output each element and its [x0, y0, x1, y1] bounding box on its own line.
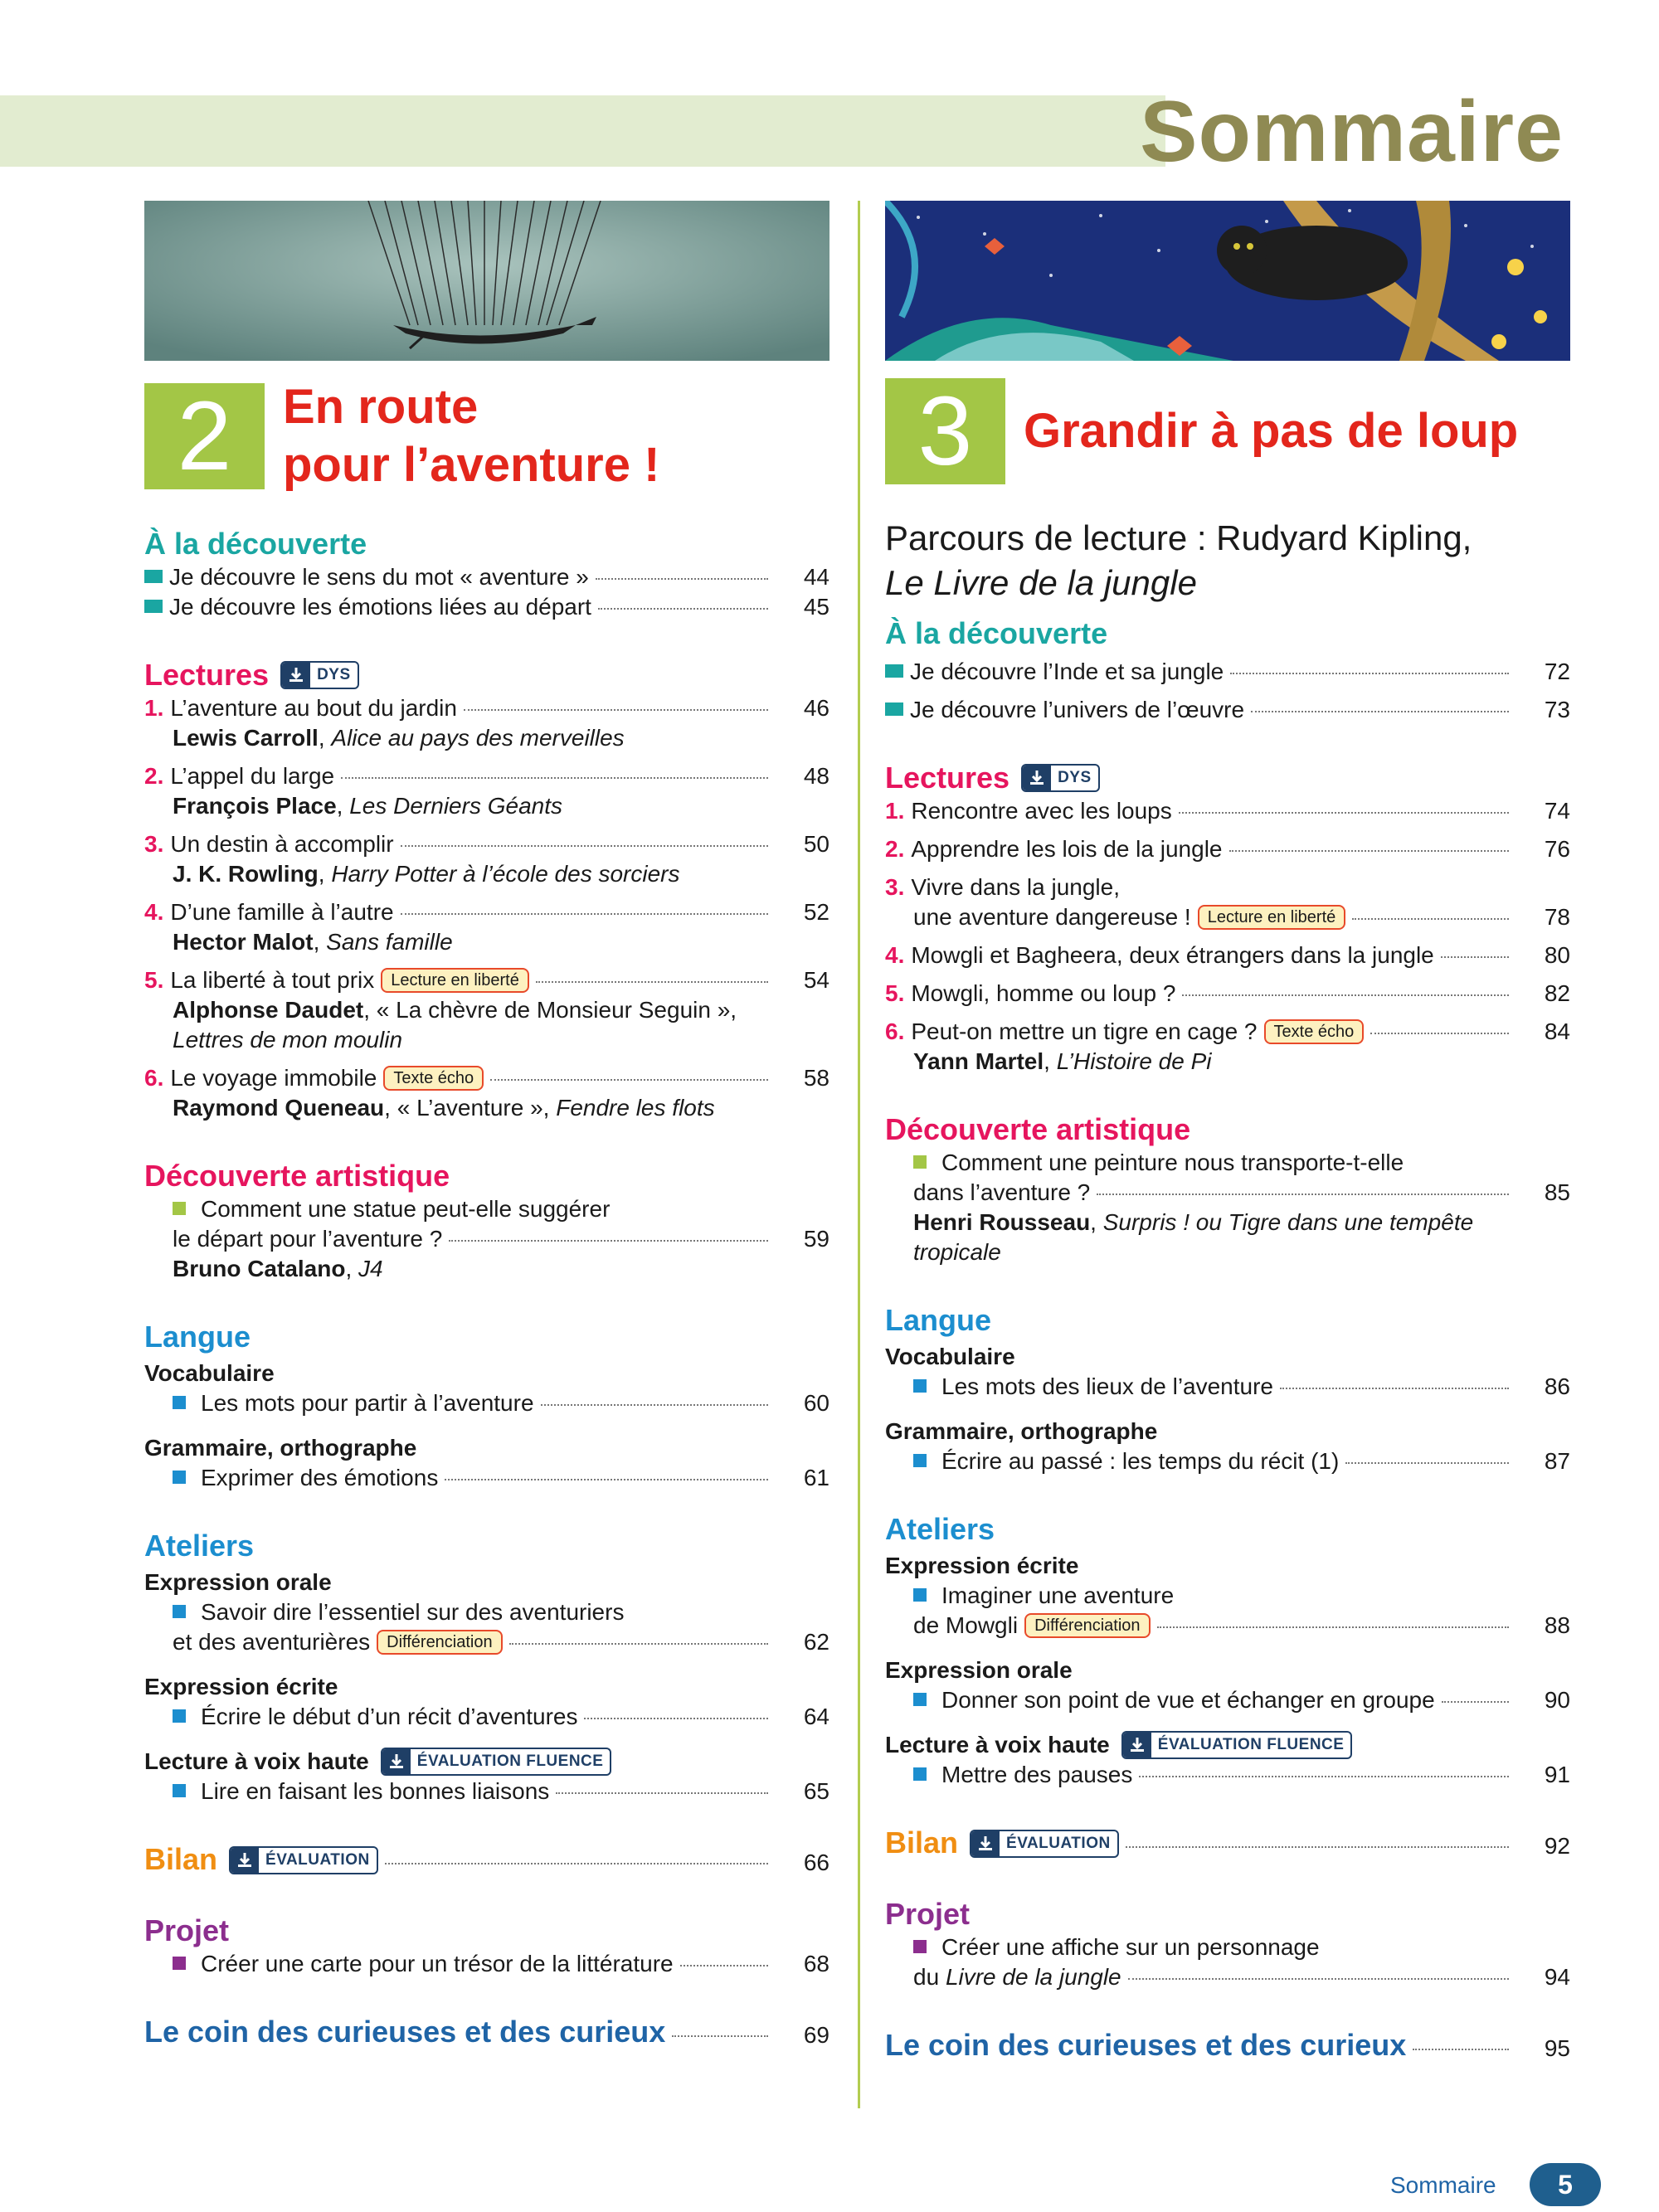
- section-projet: [885, 1896, 1570, 1992]
- toc-entry[interactable]: Comment une statue peut-elle suggérer le départ pour l’aventure ? Bruno Catalano, J4 59: [173, 1196, 830, 1281]
- section-title: Lectures DYS: [885, 760, 1570, 796]
- dys-download-badge[interactable]: DYS: [1021, 764, 1100, 792]
- blue-square-icon: [173, 1396, 186, 1409]
- green-square-icon: [173, 1202, 186, 1215]
- page-number: 86: [1544, 1373, 1570, 1399]
- toc-entry[interactable]: 4. D’une famille à l’autre Hector Malot, Sans famille 52: [144, 899, 830, 955]
- sub-heading: Expression orale: [885, 1657, 1073, 1683]
- section-title: Projet: [885, 1897, 971, 1931]
- page-number: 94: [1544, 1964, 1570, 1990]
- page-number: 87: [1544, 1448, 1570, 1474]
- page-number: 68: [803, 1951, 830, 1976]
- toc-entry[interactable]: Exprimer des émotions 61: [144, 1463, 830, 1493]
- page-number: 46: [803, 695, 830, 721]
- download-icon: [1123, 1731, 1151, 1759]
- section-decouverte: [144, 526, 830, 622]
- download-icon: [971, 1830, 1000, 1858]
- toc-entry[interactable]: Je découvre l’univers de l’œuvre 73: [885, 695, 1570, 725]
- toc-entry[interactable]: Créer une affiche sur un personnage du Livre de la jungle 94: [885, 1932, 1570, 1992]
- toc-entry[interactable]: Écrire au passé : les temps du récit (1) 87: [885, 1446, 1570, 1476]
- toc-entry[interactable]: Créer une carte pour un trésor de la littérature 68: [144, 1949, 830, 1979]
- page-number: 76: [1544, 836, 1570, 862]
- section-lectures: [144, 657, 830, 1123]
- section-bilan: [885, 1825, 1570, 1861]
- toc-entry[interactable]: 2. L’appel du large François Place, Les Derniers Géants 48: [144, 763, 830, 819]
- dys-download-badge[interactable]: DYS: [280, 661, 359, 689]
- page-number: 58: [803, 1065, 830, 1091]
- section-title: À la découverte: [144, 527, 367, 561]
- page-number: 44: [803, 564, 830, 590]
- page-title: Sommaire: [1140, 84, 1564, 180]
- section-title: Langue: [885, 1303, 992, 1337]
- chapter-number: 3: [885, 378, 1005, 484]
- toc-entry[interactable]: 3. Un destin à accomplir J. K. Rowling, Harry Potter à l’école des sorciers 50: [144, 831, 830, 887]
- section-ateliers: [885, 1511, 1570, 1790]
- blue-square-icon: [173, 1709, 186, 1723]
- toc-entry[interactable]: Le coin des curieuses et des curieux 95: [885, 2028, 1570, 2062]
- toc-entry[interactable]: Lire en faisant les bonnes liaisons 65: [144, 1777, 830, 1806]
- sub-heading: Grammaire, orthographe: [885, 1418, 1158, 1444]
- section-bilan: [144, 1841, 830, 1878]
- page-number: 62: [803, 1629, 830, 1655]
- page-number: 92: [1544, 1833, 1570, 1859]
- page-number: 85: [1544, 1179, 1570, 1205]
- toc-entry[interactable]: Je découvre les émotions liées au départ 45: [144, 592, 830, 622]
- page-number: 65: [803, 1778, 830, 1804]
- toc-entry[interactable]: 4. Mowgli et Bagheera, deux étrangers dans la jungle 80: [885, 941, 1570, 970]
- purple-square-icon: [913, 1940, 927, 1953]
- section-title: Ateliers: [144, 1529, 255, 1563]
- texte-echo-badge: Texte écho: [1264, 1019, 1365, 1044]
- chapter-title: Grandir à pas de loup: [1024, 404, 1519, 458]
- page-number: 82: [1544, 980, 1570, 1006]
- section-ateliers: [144, 1528, 830, 1806]
- page-number: 59: [803, 1226, 830, 1252]
- evaluation-fluence-badge[interactable]: ÉVALUATION FLUENCE: [381, 1748, 612, 1776]
- section-artistique: [144, 1158, 830, 1284]
- page-number: 50: [803, 831, 830, 857]
- evaluation-badge[interactable]: ÉVALUATION: [970, 1830, 1119, 1858]
- column-divider: [858, 201, 860, 2108]
- section-coin: [885, 2027, 1570, 2064]
- sub-heading: Expression écrite: [885, 1553, 1079, 1578]
- section-langue: [885, 1302, 1570, 1476]
- page-number: 60: [803, 1390, 830, 1416]
- blue-square-icon: [913, 1379, 927, 1393]
- page-number: 48: [803, 763, 830, 789]
- blue-square-icon: [173, 1784, 186, 1797]
- section-title: Lectures DYS: [144, 657, 830, 693]
- toc-entry[interactable]: Les mots des lieux de l’aventure 86: [885, 1372, 1570, 1402]
- page-number: 90: [1544, 1687, 1570, 1713]
- lecture-liberte-badge: Lecture en liberté: [381, 968, 529, 993]
- sub-heading: Expression écrite: [144, 1674, 338, 1699]
- page-number: 91: [1544, 1762, 1570, 1787]
- section-title: Découverte artistique: [144, 1159, 450, 1193]
- blue-square-icon: [173, 1605, 186, 1618]
- toc-entry[interactable]: Bilan ÉVALUATION 66: [144, 1842, 830, 1876]
- section-title: Langue: [144, 1320, 251, 1354]
- chapter-2-header: [144, 378, 830, 494]
- sub-heading: Vocabulaire: [144, 1360, 275, 1386]
- section-title: Projet: [144, 1913, 230, 1947]
- toc-entry[interactable]: Donner son point de vue et échanger en groupe 90: [885, 1685, 1570, 1715]
- page-number: 74: [1544, 798, 1570, 824]
- blue-square-icon: [913, 1588, 927, 1602]
- toc-entry[interactable]: Savoir dire l’essentiel sur des aventuriers et des aventurières Différenciation 62: [144, 1597, 830, 1657]
- section-coin: [144, 2014, 830, 2050]
- download-icon: [382, 1748, 411, 1776]
- page-number: 95: [1544, 2035, 1570, 2061]
- chapter-3-header: [885, 378, 1570, 484]
- lecture-liberte-badge: Lecture en liberté: [1198, 905, 1346, 930]
- section-decouverte: [885, 615, 1570, 725]
- toc-entry[interactable]: 2. Apprendre les lois de la jungle 76: [885, 834, 1570, 864]
- section-title: Découverte artistique: [885, 1112, 1191, 1146]
- toc-entry[interactable]: 6. Le voyage immobile Texte écho Raymond Queneau, « L’aventure », Fendre les flots 58: [144, 1065, 830, 1121]
- toc-entry[interactable]: 1. L’aventure au bout du jardin Lewis Carroll, Alice au pays des merveilles 46: [144, 695, 830, 751]
- section-title: À la découverte: [885, 616, 1108, 650]
- blue-square-icon: [173, 1471, 186, 1484]
- page-number: 61: [803, 1465, 830, 1490]
- toc-entry[interactable]: Comment une peinture nous transporte-t-elle dans l’aventure ? Henri Rousseau, Surpris ! ou Tigre dans une tempête tropicale 85: [913, 1150, 1570, 1265]
- toc-entry[interactable]: Je découvre l’Inde et sa jungle 72: [885, 657, 1570, 687]
- toc-entry[interactable]: Je découvre le sens du mot « aventure » 44: [144, 562, 830, 592]
- toc-entry[interactable]: 5. Mowgli, homme ou loup ? 82: [885, 979, 1570, 1009]
- evaluation-badge[interactable]: ÉVALUATION: [229, 1846, 378, 1874]
- blue-square-icon: [913, 1454, 927, 1467]
- section-artistique: [885, 1111, 1570, 1267]
- page-number: 72: [1544, 659, 1570, 684]
- chapter-number: 2: [144, 383, 265, 489]
- page-number: 45: [803, 594, 830, 620]
- section-langue: [144, 1319, 830, 1493]
- download-icon: [282, 661, 310, 689]
- section-projet: [144, 1913, 830, 1979]
- download-icon: [231, 1846, 259, 1874]
- teal-square-icon: [885, 702, 903, 716]
- evaluation-fluence-badge[interactable]: ÉVALUATION FLUENCE: [1121, 1731, 1353, 1759]
- differenciation-badge: Différenciation: [377, 1630, 502, 1655]
- blue-square-icon: [913, 1767, 927, 1781]
- section-title: Ateliers: [885, 1512, 995, 1546]
- section-lectures: [885, 760, 1570, 1077]
- sub-heading: Expression orale: [144, 1569, 332, 1595]
- footer-label: Sommaire: [1390, 2172, 1496, 2198]
- page-number: 73: [1544, 697, 1570, 722]
- toc-entry[interactable]: 1. Rencontre avec les loups 74: [885, 796, 1570, 826]
- toc-entry[interactable]: Imaginer une aventure de Mowgli Différenciation 88: [885, 1581, 1570, 1641]
- parcours-heading: Parcours de lecture : Rudyard Kipling, Le Livre de la jungle: [885, 518, 1472, 602]
- teal-square-icon: [885, 664, 903, 678]
- page-number: 66: [803, 1850, 830, 1875]
- teal-square-icon: [144, 600, 163, 613]
- chapter-2-column: [144, 201, 830, 2050]
- toc-entry[interactable]: 6. Peut-on mettre un tigre en cage ? Texte écho Yann Martel, L’Histoire de Pi 84: [885, 1018, 1570, 1074]
- chapter-3-column: [885, 201, 1570, 2064]
- page-number: 84: [1544, 1018, 1570, 1044]
- purple-square-icon: [173, 1957, 186, 1970]
- page-number: 80: [1544, 942, 1570, 968]
- download-icon: [1023, 764, 1051, 792]
- chapter-3-illustration: [885, 201, 1570, 361]
- toc-entry[interactable]: Écrire le début d’un récit d’aventures 64: [144, 1702, 830, 1732]
- sub-heading: Lecture à voix haute ÉVALUATION FLUENCE: [144, 1747, 830, 1777]
- chapter-2-illustration: [144, 201, 830, 361]
- blue-square-icon: [913, 1693, 927, 1706]
- page-number: 69: [803, 2022, 830, 2048]
- texte-echo-badge: Texte écho: [383, 1066, 484, 1091]
- sub-heading: Grammaire, orthographe: [144, 1435, 417, 1461]
- footer-page-number: 5: [1530, 2163, 1601, 2206]
- chapter-title: En route pour l’aventure !: [283, 380, 660, 492]
- green-square-icon: [913, 1155, 927, 1169]
- differenciation-badge: Différenciation: [1024, 1613, 1150, 1638]
- toc-entry[interactable]: 3. Vivre dans la jungle, une aventure dangereuse ! Lecture en liberté 78: [885, 873, 1570, 932]
- sub-heading: Lecture à voix haute ÉVALUATION FLUENCE: [885, 1730, 1570, 1760]
- toc-entry[interactable]: Le coin des curieuses et des curieux 69: [144, 2015, 830, 2049]
- header-band: [0, 95, 1165, 167]
- page-number: 78: [1544, 904, 1570, 930]
- teal-square-icon: [144, 570, 163, 583]
- page-number: 54: [803, 967, 830, 993]
- page-number: 88: [1544, 1612, 1570, 1638]
- sub-heading: Vocabulaire: [885, 1344, 1015, 1369]
- toc-entry[interactable]: 5. La liberté à tout prix Lecture en liberté Alphonse Daudet, « La chèvre de Monsieur Seguin », Lettres de mon moulin 54: [144, 967, 830, 1053]
- page-number: 64: [803, 1704, 830, 1729]
- toc-entry[interactable]: Les mots pour partir à l’aventure 60: [144, 1388, 830, 1418]
- toc-entry[interactable]: Bilan ÉVALUATION 92: [885, 1826, 1570, 1860]
- toc-entry[interactable]: Mettre des pauses 91: [885, 1760, 1570, 1790]
- page-number: 52: [803, 899, 830, 925]
